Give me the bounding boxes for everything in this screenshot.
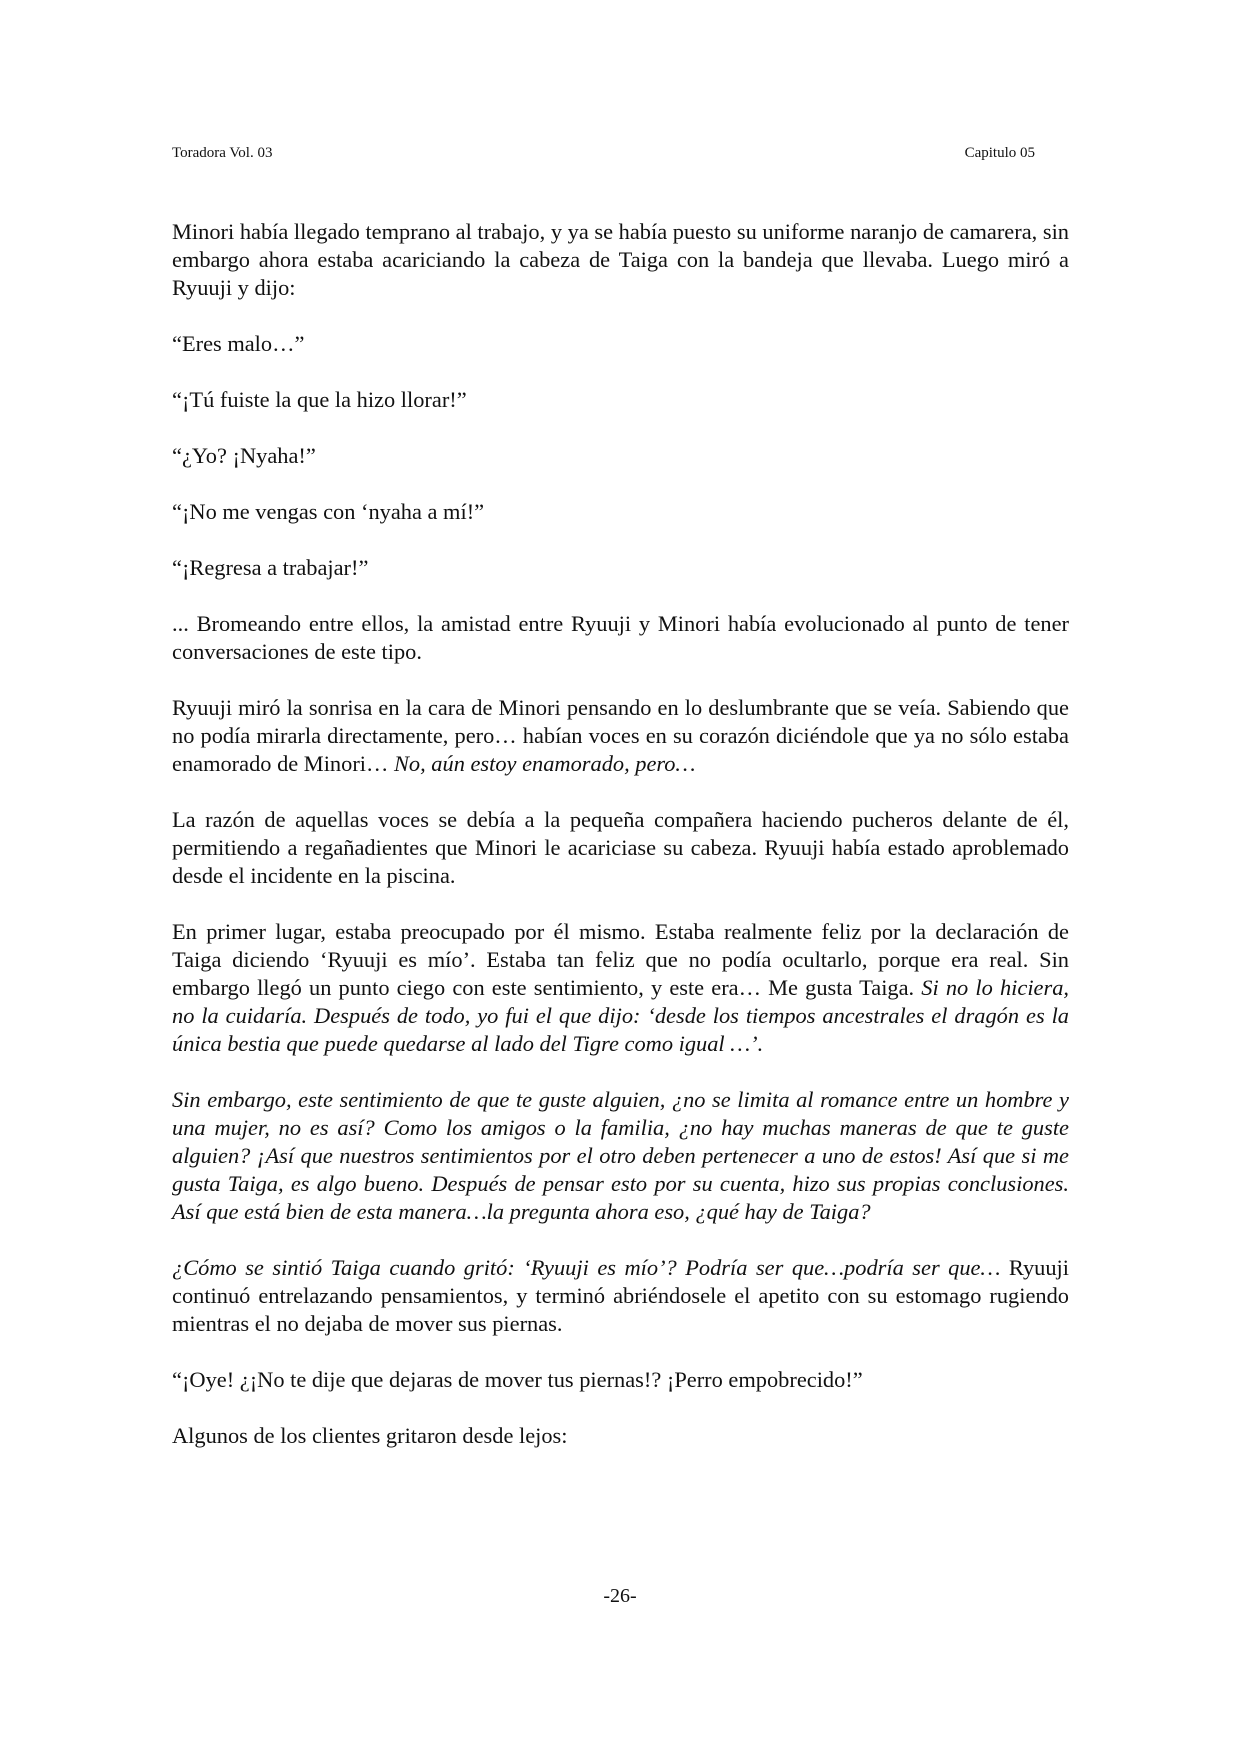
paragraph-text: En primer lugar, estaba preocupado por él mismo. Estaba realmente feliz por la declaración de Taiga diciendo ‘Ryuuji es mío’. Estaba tan feliz que no podía ocultarlo, porque era real. Sin embargo llegó un punto ciego con este sentimiento, y este era… Me gusta Taiga. bbox=[172, 919, 1069, 1000]
paragraph-text: Ryuuji miró la sonrisa en la cara de Minori pensando en lo deslumbrante que se veía. Sabiendo que no podía mirarla directamente, pero… habían voces en su corazón diciéndole que ya no sólo estaba enamorado de Minori… bbox=[172, 695, 1069, 776]
paragraph-italic-text: No, aún estoy enamorado, pero… bbox=[393, 751, 696, 776]
header-title: Toradora Vol. 03 bbox=[172, 145, 273, 161]
paragraph: Sin embargo, este sentimiento de que te guste alguien, ¿no se limita al romance entre un hombre y una mujer, no es así? Como los amigos o la familia, ¿no hay muchas maneras de que te guste alguien? ¡Así que nuestros sentimientos por el otro deben pertenecer a uno de estos! Así que si me gusta Taiga, es algo bueno. Después de pensar esto por su cuenta, hizo sus propias conclusiones. Así que está bien de esta manera…la pregunta ahora eso, ¿qué hay de Taiga? bbox=[172, 1087, 1069, 1224]
dialogue-line: “¡No me vengas con ‘nyaha a mí!” bbox=[172, 499, 485, 524]
dialogue-line: “¡Oye! ¿¡No te dije que dejaras de mover tus piernas!? ¡Perro empobrecido!” bbox=[172, 1367, 863, 1392]
dialogue-line: “¿Yo? ¡Nyaha!” bbox=[172, 443, 316, 468]
paragraph: Minori había llegado temprano al trabajo, y ya se había puesto su uniforme naranjo de camarera, sin embargo ahora estaba acariciando la cabeza de Taiga con la bandeja que llevaba. Luego miró a Ryuuji y dijo: bbox=[172, 219, 1069, 300]
dialogue-line: “Eres malo…” bbox=[172, 331, 305, 356]
dialogue-line: “¡Tú fuiste la que la hizo llorar!” bbox=[172, 387, 467, 412]
paragraph-italic-text: ¿Cómo se sintió Taiga cuando gritó: ‘Ryuuji es mío’? Podría ser que…podría ser que… bbox=[172, 1255, 1001, 1280]
body-text bbox=[172, 218, 1069, 1478]
dialogue-line: “¡Regresa a trabajar!” bbox=[172, 555, 369, 580]
paragraph: ... Bromeando entre ellos, la amistad entre Ryuuji y Minori había evolucionado al punto de tener conversaciones de este tipo. bbox=[172, 611, 1069, 664]
paragraph-text: Ryuuji continuó entrelazando pensamientos, y terminó abriéndosele el apetito con su estomago rugiendo mientras el no dejaba de mover sus piernas. bbox=[172, 1255, 1069, 1336]
paragraph bbox=[172, 694, 1069, 778]
page-header bbox=[172, 145, 1035, 167]
paragraph: La razón de aquellas voces se debía a la pequeña compañera haciendo pucheros delante de él, permitiendo a regañadientes que Minori le acariciase su cabeza. Ryuuji había estado aproblemado desde el incidente en la piscina. bbox=[172, 807, 1069, 888]
paragraph: Algunos de los clientes gritaron desde lejos: bbox=[172, 1423, 568, 1448]
page-number: -26- bbox=[603, 1585, 637, 1607]
paragraph-italic-text: Si no lo hiciera, no la cuidaría. Después de todo, yo fui el que dijo: ‘desde los tiempos ancestrales el dragón es la única bestia que puede quedarse al lado del Tigre como igual …’. bbox=[172, 975, 1069, 1056]
paragraph bbox=[172, 1254, 1069, 1338]
paragraph bbox=[172, 918, 1069, 1058]
header-chapter: Capitulo 05 bbox=[964, 145, 1035, 161]
